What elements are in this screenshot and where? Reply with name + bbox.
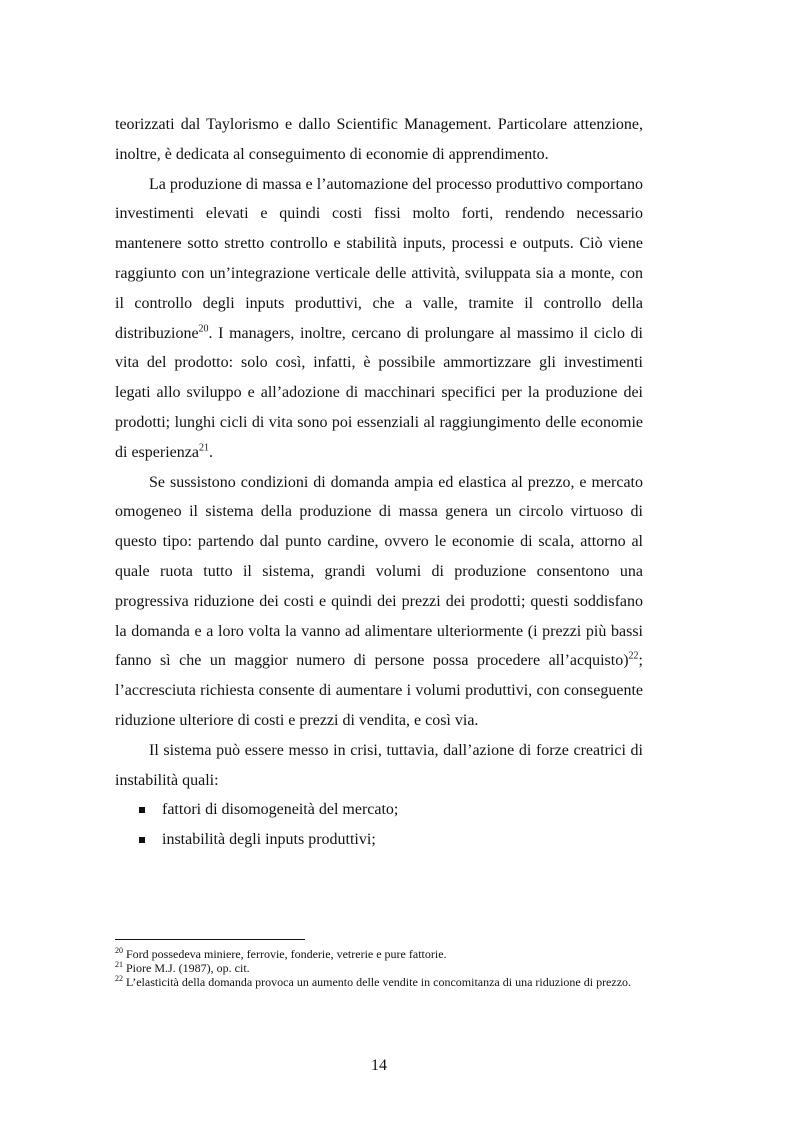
footnote-separator (115, 939, 305, 940)
footnotes (115, 947, 643, 990)
paragraph-3-text-a: Se sussistono condizioni di domanda ampia ed elastica al prezzo, e mercato omogeneo il sistema della produzione di massa genera un circolo virtuoso di questo tipo: partendo dal punto cardine, ovvero le economie di scala, attorno al quale ruota tutto il sistema, grandi volumi di produzione consentono una progressiva riduzione dei costi e quindi dei prezzi dei prodotti; questi soddisfano la domanda e a loro volta la vanno ad alimentare ulteriormente (i prezzi più bassi fanno sì che un maggior numero di persone possa procedere all’acquisto) (115, 473, 643, 670)
footnote-ref-21[interactable]: 21 (198, 442, 209, 454)
footnote-20 (115, 947, 643, 961)
page-body (115, 110, 643, 855)
footnote-number: 20 (115, 946, 123, 955)
footnote-text: Piore M.J. (1987), op. cit. (126, 961, 250, 976)
paragraph-3 (115, 468, 643, 736)
footnote-ref-20[interactable]: 20 (198, 323, 209, 335)
paragraph-2-text-b: . I managers, inoltre, cercano di prolungare al massimo il ciclo di vita del prodotto: solo così, infatti, è possibile ammortizzare gli investimenti legati allo sviluppo e all’adozione di macchinari specifici per la produzione dei prodotti; lunghi cicli di vita sono poi essenziali al raggiungimento delle economie di esperienza (115, 324, 643, 461)
footnote-text: L’elasticità della domanda provoca un aumento delle vendite in concomitanza di una riduzione di prezzo. (126, 975, 632, 990)
paragraph-2-text-c: . (208, 443, 213, 461)
footnote-number: 21 (115, 960, 123, 970)
paragraph-1: teorizzati dal Taylorismo e dallo Scientific Management. Particolare attenzione, inoltre, è dedicata al conseguimento di economie di apprendimento. (115, 116, 643, 163)
footnote-number: 22 (115, 974, 123, 984)
paragraph-2 (115, 170, 643, 468)
footnote-21 (115, 961, 643, 975)
list-item (115, 795, 643, 825)
square-bullet-icon (139, 807, 145, 813)
paragraph-2-text-a: La produzione di massa e l’automazione del processo produttivo comportano investimenti elevati e quindi costi fissi molto forti, rendendo necessario mantenere sotto stretto controllo e stabilità inputs, processi e outputs. Ciò viene raggiunto con un’integrazione verticale delle attività, sviluppata sia a monte, con il controllo degli inputs produttivi, che a valle, tramite il controllo della distribuzione (115, 175, 643, 342)
page-number: 14 (371, 1057, 387, 1074)
list-item-text: instabilità degli inputs produttivi; (162, 831, 376, 849)
square-bullet-icon (139, 837, 145, 843)
footnote-text: Ford possedeva miniere, ferrovie, fonderie, vetrerie e pure fattorie. (126, 947, 447, 961)
footnote-22 (115, 975, 643, 989)
paragraph-4: Il sistema può essere messo in crisi, tuttavia, dall’azione di forze creatrici di instabilità quali: (115, 741, 643, 789)
list-item-text: fattori di disomogeneità del mercato; (162, 801, 399, 819)
list-item (115, 825, 643, 855)
footnote-ref-22[interactable]: 22 (628, 651, 639, 663)
bullet-list (115, 795, 643, 855)
paragraph-3-text-b: ; l’accresciuta richiesta consente di aumentare i volumi produttivi, con conseguente riduzione ulteriore di costi e prezzi di vendita, e così via. (115, 652, 643, 729)
